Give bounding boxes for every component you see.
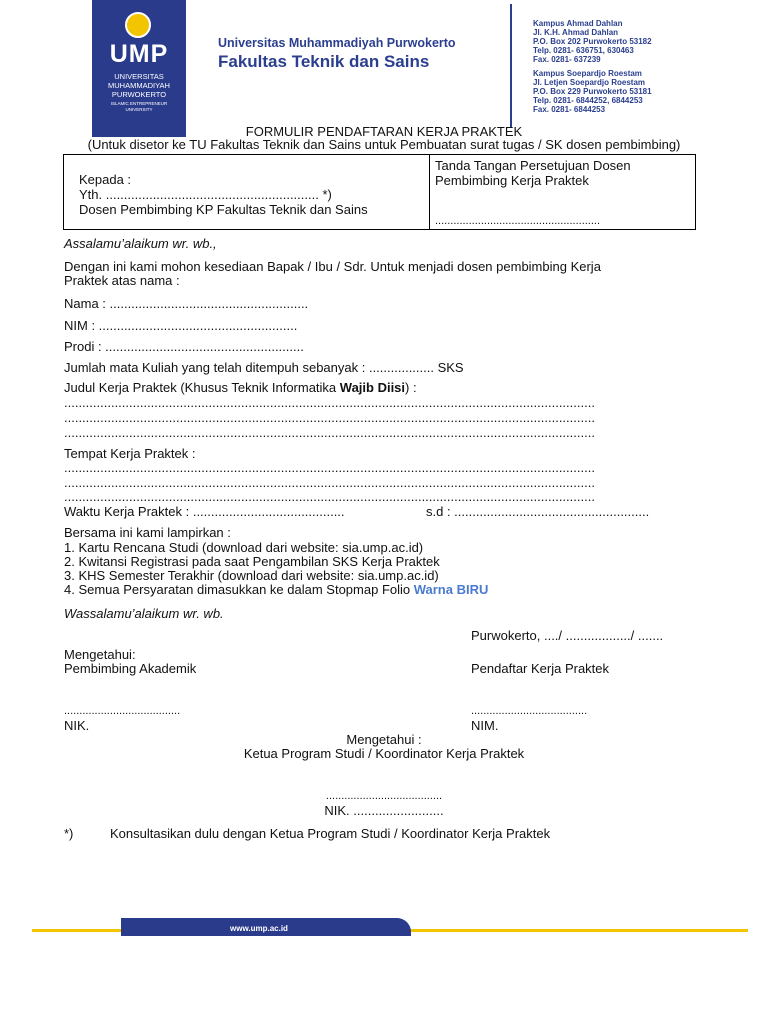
nim-label: NIM. <box>471 718 499 733</box>
lampiran-item: 1. Kartu Rencana Studi (download dari website: sia.ump.ac.id) <box>64 540 424 555</box>
box-dosen: Dosen Pembimbing KP Fakultas Teknik dan Sains <box>79 202 368 217</box>
warna-biru: Warna BIRU <box>413 582 489 597</box>
emblem-icon <box>125 12 151 38</box>
campus2-line: Kampus Soepardjo Roestam <box>533 69 642 78</box>
note-text: Konsultasikan dulu dengan Ketua Program Studi / Koordinator Kerja Praktek <box>110 826 551 841</box>
tempat-dotline: ................................................................................................................................................... <box>64 489 595 504</box>
intro-line-2: Praktek atas nama : <box>64 273 180 288</box>
campus2-line: Fax. 0281- 6844253 <box>533 105 606 114</box>
judul-dotline: ................................................................................................................................................... <box>64 395 595 410</box>
campus2-line: P.O. Box 229 Purwokerto 53181 <box>533 87 652 96</box>
logo-sub-1: UNIVERSITAS <box>114 72 164 81</box>
field-nim: NIM : ....................................................... <box>64 318 298 333</box>
signature-line: ...................................... <box>325 790 443 802</box>
campus2-line: Jl. Letjen Soepardjo Roestam <box>533 78 646 87</box>
tempat-dotline: ................................................................................................................................................... <box>64 475 595 490</box>
campus1-line: Telp. 0281- 636751, 630463 <box>533 46 634 55</box>
field-sks: Jumlah mata Kuliah yang telah ditempuh sebanyak : .................. SKS <box>64 360 464 375</box>
box-ttd-1: Tanda Tangan Persetujuan Dosen <box>435 158 631 173</box>
judul-dotline: ................................................................................................................................................... <box>64 425 595 440</box>
box-ttd-2: Pembimbing Kerja Praktek <box>435 173 589 188</box>
signature-line: ...................................... <box>471 705 588 717</box>
judul-bold: Wajib Diisi <box>339 380 406 395</box>
field-sd: s.d : ...................................................... <box>426 504 650 519</box>
box-kepada: Kepada : <box>79 172 132 187</box>
faculty-name: Fakultas Teknik dan Sains <box>218 52 430 71</box>
logo-sub-2: MUHAMMADIYAH <box>108 81 170 90</box>
field-judul <box>64 380 417 395</box>
lampiran-item: 2. Kwitansi Registrasi pada saat Pengambilan SKS Kerja Praktek <box>64 554 440 569</box>
form-title: FORMULIR PENDAFTARAN KERJA PRAKTEK <box>245 124 523 139</box>
kaprodi-label: Ketua Program Studi / Koordinator Kerja Praktek <box>243 746 525 761</box>
box-yth: Yth. ........................................................... *) <box>79 187 332 202</box>
campus1-line: Jl. K.H. Ahmad Dahlan <box>533 28 619 37</box>
signature-line: ...................................... <box>64 705 181 717</box>
closing: Wassalamu’alaikum wr. wb. <box>64 606 224 621</box>
mengetahui2-label: Mengetahui : <box>346 732 422 747</box>
campus1-line: Kampus Ahmad Dahlan <box>533 19 623 28</box>
lampiran-item <box>64 582 488 597</box>
form-subtitle: (Untuk disetor ke TU Fakultas Teknik dan Sains untuk Pembuatan surat tugas / SK dosen pembimbing) <box>87 137 681 152</box>
university-name: Universitas Muhammadiyah Purwokerto <box>218 36 456 50</box>
mengetahui-label: Mengetahui: <box>64 647 136 662</box>
footer-url: www.ump.ac.id <box>230 924 288 933</box>
note-mark: *) <box>64 826 74 841</box>
lampiran-item-4: 4. Semua Persyaratan dimasukkan ke dalam Stopmap Folio <box>64 582 414 597</box>
nik-label: NIK. <box>64 718 90 733</box>
lampiran-item: 3. KHS Semester Terakhir (download dari website: sia.ump.ac.id) <box>64 568 439 583</box>
pembimbing-akademik: Pembimbing Akademik <box>64 661 197 676</box>
judul-suffix: ) : <box>405 380 417 395</box>
campus2-line: Telp. 0281- 6844252, 6844253 <box>533 96 643 105</box>
judul-prefix: Judul Kerja Praktek (Khusus Teknik Informatika <box>64 380 340 395</box>
campus1-line: P.O. Box 202 Purwokerto 53182 <box>533 37 652 46</box>
field-prodi: Prodi : ....................................................... <box>64 339 304 354</box>
date-line: Purwokerto, ..../ ................../ ....... <box>471 628 664 643</box>
greeting: Assalamu’alaikum wr. wb., <box>64 236 217 251</box>
logo-tagline-1: ISLAMIC ENTREPRENEUR <box>110 101 168 106</box>
lampiran-heading: Bersama ini kami lampirkan : <box>64 525 231 540</box>
header-divider <box>510 4 512 128</box>
box-ttd-line: ...................................................... <box>435 215 601 227</box>
judul-dotline: ................................................................................................................................................... <box>64 410 595 425</box>
tempat-dotline: ................................................................................................................................................... <box>64 460 595 475</box>
field-waktu: Waktu Kerja Praktek : .......................................... <box>64 504 345 519</box>
logo-sub-3: PURWOKERTO <box>111 90 167 99</box>
field-tempat: Tempat Kerja Praktek : <box>64 446 196 461</box>
university-logo <box>92 0 186 137</box>
pendaftar-label: Pendaftar Kerja Praktek <box>471 661 610 676</box>
campus1-line: Fax. 0281- 637239 <box>533 55 601 64</box>
logo-tagline-2: UNIVERSITY <box>125 107 153 112</box>
box-divider <box>429 154 430 230</box>
nik2-label: NIK. ......................... <box>324 803 444 818</box>
intro-line-1: Dengan ini kami mohon kesediaan Bapak / Ibu / Sdr. Untuk menjadi dosen pembimbing Kerja <box>64 259 601 274</box>
field-nama: Nama : ....................................................... <box>64 296 309 311</box>
logo-text: UMP <box>109 40 169 68</box>
